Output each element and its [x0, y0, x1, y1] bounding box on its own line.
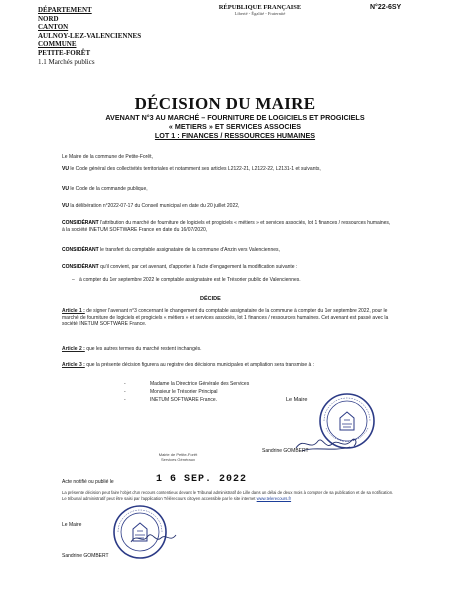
subject-line: AVENANT N°3 AU MARCHÉ – FOURNITURE DE LOGICIELS ET PROGICIELS — [105, 113, 365, 122]
subject-line: LOT 1 : FINANCES / RESSOURCES HUMAINES — [154, 131, 316, 140]
considerant-text: le transfert du comptable assignataire de la commune d'Anzin vers Valenciennes, — [100, 247, 280, 253]
article-label: Article 1 : — [62, 308, 85, 314]
header-line: DÉPARTEMENT — [38, 6, 92, 14]
considerant-text: qu'il convient, par cet avenant, d'apporter à l'acte d'engagement la modification suivante : — [100, 264, 298, 270]
header-line: 1.1 Marchés publics — [38, 57, 95, 66]
dash-bullet: – — [72, 277, 78, 283]
article-text: de signer l'avenant n°3 concernant le changement du comptable assignataire de la commune à compter du 1er septembre 2022, pour le marché de fourniture de logiciels et progiciels « métiers » et services associés, lot 1 finances / ressources humaines. Cet avenant est passé avec la société INETUM SOFTWARE France. — [62, 308, 389, 328]
header-line: PETITE-FORÊT — [38, 48, 91, 57]
article-text: que la présente décision figurera au registre des décisions municipales et ampliation sera transmise à : — [86, 362, 315, 368]
recipient-item: - INETUM SOFTWARE France. — [124, 397, 218, 403]
considerant-item-text: à compter du 1er septembre 2022 le comptable assignataire est le Trésorier public de Valenciennes. — [78, 277, 301, 283]
transmission-label: Acte notifié ou publié le — [62, 479, 114, 485]
telerecours-link[interactable]: www.telerecours.fr — [256, 495, 292, 501]
considerant-paragraph — [62, 264, 394, 271]
header-line: NORD — [38, 14, 59, 23]
decide-heading: DÉCIDE — [200, 296, 221, 302]
decision-reference: N°22-6SY — [370, 4, 402, 11]
vu-text: la délibération n°2022-07-17 du Conseil municipal en date du 20 juillet 2022, — [70, 203, 240, 209]
considerant-text: l'attribution du marché de fourniture de logiciels et progiciels « métiers » et services associés, lot 1 finances / ressources humaines, à la société INETUM SOFTWARE France en date du 16/07/2020, — [62, 220, 391, 233]
vu-paragraph — [62, 203, 394, 210]
article-1 — [62, 308, 394, 328]
decision-subject — [70, 113, 400, 140]
article-2 — [62, 346, 394, 353]
considerant-label: CONSIDÉRANT — [62, 247, 99, 253]
page-title: DÉCISION DU MAIRE — [134, 94, 316, 113]
recipient-item: - Madame la Directrice Générale des Services — [124, 381, 250, 387]
republic-motto: Liberté - Égalité - Fraternité — [234, 11, 286, 16]
vu-label: VU — [62, 166, 69, 172]
article-text: que les autres termes du marché restent inchangés. — [86, 346, 202, 352]
header-administrative-block — [38, 6, 141, 66]
transmission-maire-label: Le Maire — [62, 522, 82, 528]
considerant-paragraph — [62, 247, 394, 254]
vu-label: VU — [62, 203, 69, 209]
vu-paragraph — [62, 186, 394, 193]
header-line: COMMUNE — [38, 40, 77, 49]
subject-line: « METIERS » ET SERVICES ASSOCIES — [168, 122, 302, 131]
vu-paragraph — [62, 166, 394, 173]
transmission-signatory-name: Sandrine GOMBERT — [62, 553, 109, 559]
considerant-label: CONSIDÉRANT — [62, 220, 99, 226]
header-line: AULNOY-LEZ-VALENCIENNES — [38, 31, 142, 40]
date-stamp: 1 6 SEP. 2022 — [156, 474, 248, 485]
header-line: CANTON — [38, 23, 69, 32]
recipients-list — [124, 381, 250, 405]
legal-recourse-note — [62, 490, 398, 501]
vu-label: VU — [62, 186, 69, 192]
article-label: Article 3 : — [62, 362, 85, 368]
services-stamp-text: Mairie de Petite-Forêt Services Généraux — [158, 452, 198, 462]
intro-line: Le Maire de la commune de Petite-Forêt, — [62, 154, 153, 160]
republic-heading — [200, 4, 320, 16]
legal-note-text: La présente décision peut faire l'objet d'un recours contentieux devant le Tribunal administratif de Lille dans un délai de deux mois à compter de sa publication et de sa notification. Le tribunal administratif peut être saisi par l'application Télérecours citoyen accessible par le site internet — [62, 490, 394, 501]
vu-text: le Code général des collectivités territoriales et notamment ses articles L2122-21, L2122-22, L2131-1 et suivants, — [70, 166, 321, 172]
signatory-name: Sandrine GOMBERT — [262, 448, 309, 454]
republic-text: RÉPUBLIQUE FRANÇAISE — [218, 4, 302, 11]
considerant-item — [72, 277, 394, 284]
considerant-label: CONSIDÉRANT — [62, 264, 99, 270]
recipient-item: - Monsieur le Trésorier Principal — [124, 389, 218, 395]
handwritten-signature-lower — [128, 528, 180, 548]
vu-text: le Code de la commande publique, — [70, 186, 148, 192]
signature-role: Le Maire — [286, 397, 308, 403]
considerant-paragraph — [62, 220, 394, 233]
article-label: Article 2 : — [62, 346, 85, 352]
article-3 — [62, 362, 394, 369]
